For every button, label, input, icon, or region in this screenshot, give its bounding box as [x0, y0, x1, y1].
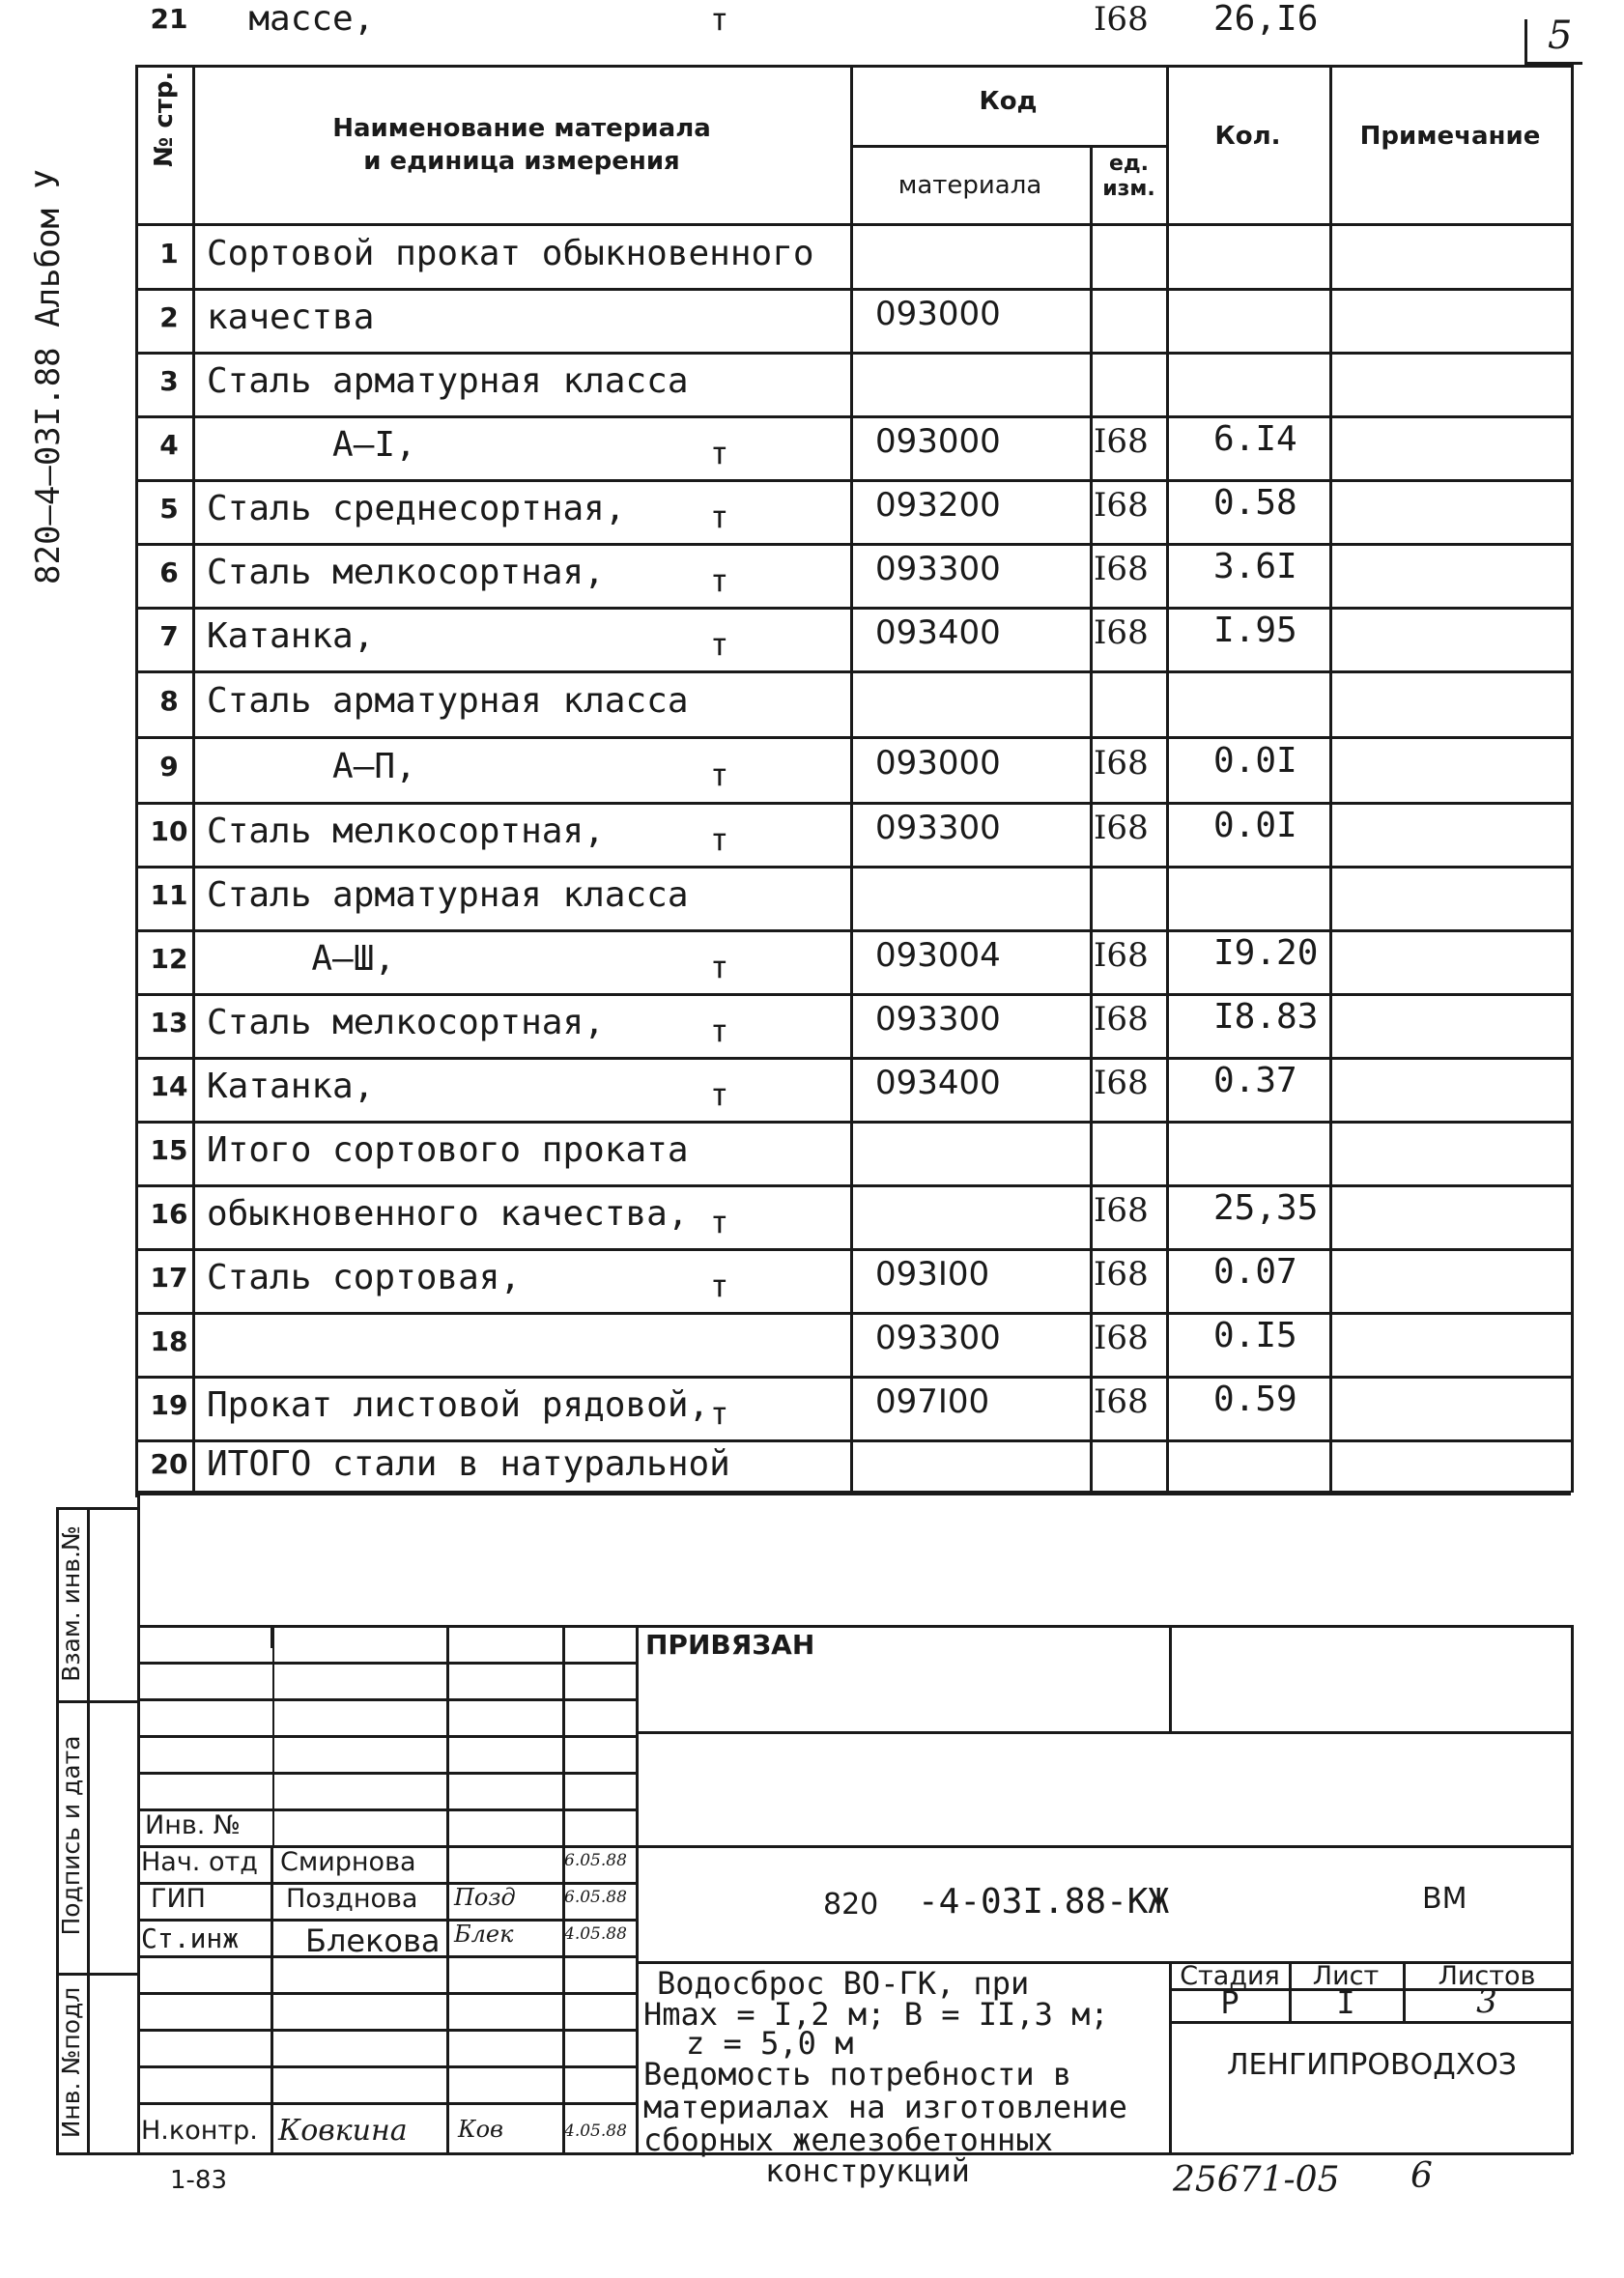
- unit-code: I68: [1094, 1255, 1149, 1294]
- unit-of-measure: т: [710, 1, 729, 38]
- quantity: I9.20: [1213, 933, 1319, 973]
- header-code: Код: [979, 87, 1038, 116]
- unit-code: I68: [1094, 1000, 1149, 1039]
- title-line: z = 5,0 м: [686, 2025, 854, 2062]
- label-vzam: Взам. инв.№: [57, 1525, 85, 1682]
- sheets-value: 3: [1476, 1982, 1497, 2021]
- row-number: 19: [150, 1389, 188, 1421]
- row-number: 14: [150, 1070, 188, 1102]
- row-divider: [135, 479, 1571, 482]
- row-divider: [135, 670, 1571, 673]
- title-line: Водосброс ВО-ГК, при: [657, 1965, 1030, 2002]
- unit-of-measure: т: [710, 626, 729, 663]
- row-number: 4: [159, 429, 179, 461]
- quantity: 26,I6: [1213, 0, 1319, 39]
- title-line: конструкций: [765, 2152, 970, 2189]
- material-name: Прокат листовой рядовой,: [207, 1385, 710, 1425]
- unit-of-measure: т: [710, 435, 729, 471]
- row-number: 11: [150, 879, 188, 911]
- header-name-line1: Наименование материала: [332, 114, 711, 143]
- quantity: 0.0I: [1213, 741, 1297, 781]
- signer-date: 4.05.88: [564, 1924, 627, 1944]
- signer-role: Н.контр.: [141, 2116, 258, 2146]
- unit-code: I68: [1094, 1382, 1149, 1421]
- signer-name: Ковкина: [278, 2114, 408, 2148]
- row-divider: [135, 1376, 1571, 1379]
- quantity: 6.I4: [1213, 419, 1297, 459]
- row-number: 18: [150, 1325, 188, 1357]
- row-divider: [135, 1184, 1571, 1187]
- signer-signature: Блек: [454, 1921, 514, 1948]
- material-name: качества: [207, 298, 375, 337]
- title-line: Ведомость потребности в: [643, 2056, 1072, 2093]
- signer-date: 4.05.88: [564, 2121, 627, 2141]
- header-note: Примечание: [1359, 122, 1541, 151]
- row-number: 13: [150, 1007, 188, 1039]
- row-divider: [135, 1439, 1571, 1442]
- material-code: 093300: [875, 1319, 1001, 1357]
- material-name: А–П,: [207, 747, 416, 786]
- row-divider: [135, 352, 1571, 355]
- signer-name: Смирнова: [280, 1847, 416, 1877]
- row-number: 15: [150, 1134, 188, 1166]
- org-name: ЛЕНГИПРОВОДХОЗ: [1226, 2048, 1518, 2082]
- material-name: Сталь мелкосортная,: [207, 812, 605, 851]
- material-name: А–I,: [207, 425, 416, 465]
- quantity: 25,35: [1213, 1188, 1319, 1228]
- row-number: 1: [159, 237, 179, 270]
- doc-suffix: ВМ: [1422, 1882, 1467, 1916]
- row-number: 20: [150, 1447, 188, 1480]
- unit-code: I68: [1094, 613, 1149, 652]
- material-code: 093000: [875, 295, 1001, 333]
- header-name-line2: и единица измерения: [363, 147, 680, 176]
- quantity: I.95: [1213, 611, 1297, 650]
- unit-of-measure: т: [710, 1204, 729, 1240]
- material-name: ИТОГО стали в натуральной: [207, 1443, 730, 1484]
- row-divider: [135, 1057, 1571, 1060]
- doc-code: -4-03I.88-КЖ: [918, 1882, 1170, 1922]
- label-podpis: Подпись и дата: [57, 1735, 85, 1936]
- signer-signature: Позд: [454, 1884, 516, 1911]
- quantity: 0.I5: [1213, 1316, 1297, 1355]
- material-code: 097I00: [875, 1382, 990, 1421]
- row-divider: [135, 543, 1571, 546]
- row-number: 8: [159, 685, 179, 717]
- material-code: 093I00: [875, 1255, 990, 1294]
- sheet-value: I: [1336, 1984, 1355, 2021]
- unit-code: I68: [1094, 550, 1149, 588]
- signer-signature: Ков: [458, 2116, 503, 2143]
- signer-date: 6.05.88: [564, 1851, 627, 1870]
- doc-code-prefix: 820: [823, 1888, 879, 1922]
- album-code: 820–4–03I.88 Альбом У: [29, 169, 68, 584]
- row-divider: [135, 1248, 1571, 1251]
- quantity: 0.0I: [1213, 806, 1297, 845]
- sheet-label: Лист: [1312, 1961, 1380, 1991]
- unit-of-measure: т: [710, 1267, 729, 1304]
- row-number: 10: [150, 815, 188, 847]
- unit-code: I68: [1094, 1319, 1149, 1357]
- material-name: Катанка,: [207, 1067, 375, 1106]
- privyazan-label: ПРИВЯЗАН: [645, 1629, 815, 1661]
- quantity: 0.37: [1213, 1061, 1297, 1100]
- inv-no-label: Инв. №: [145, 1810, 242, 1840]
- material-name: Итого сортового проката: [207, 1130, 689, 1170]
- unit-of-measure: т: [710, 562, 729, 599]
- unit-code: I68: [1094, 0, 1149, 39]
- material-code: 093400: [875, 1064, 1001, 1102]
- label-inv-podl: Инв. №подл: [57, 1986, 85, 2139]
- unit-code: I68: [1094, 1064, 1149, 1102]
- material-code: 093300: [875, 1000, 1001, 1039]
- signer-date: 6.05.88: [564, 1888, 627, 1907]
- material-name: массе,: [207, 0, 375, 39]
- row-divider: [135, 929, 1571, 932]
- unit-of-measure: т: [710, 949, 729, 985]
- material-name: обыкновенного качества,: [207, 1194, 689, 1234]
- stage-label: Стадия: [1180, 1961, 1280, 1991]
- quantity: 0.07: [1213, 1252, 1297, 1292]
- row-divider: [135, 415, 1571, 418]
- signer-name: Блекова: [305, 1922, 441, 1959]
- sheet-number-divider: [1524, 19, 1527, 64]
- row-divider: [135, 993, 1571, 996]
- row-divider: [135, 802, 1571, 805]
- unit-of-measure: т: [710, 821, 729, 858]
- header-unit-line1: ед.: [1108, 152, 1150, 176]
- quantity: 0.59: [1213, 1380, 1297, 1419]
- material-code: 093300: [875, 550, 1001, 588]
- title-line: сборных железобетонных: [643, 2121, 1053, 2158]
- material-name: Сталь сортовая,: [207, 1258, 522, 1297]
- archive-page: 6: [1410, 2156, 1433, 2196]
- unit-of-measure: т: [710, 1076, 729, 1113]
- unit-code: I68: [1094, 744, 1149, 783]
- material-name: Сталь арматурная класса: [207, 875, 689, 915]
- signer-role: Ст.инж: [141, 1922, 240, 1954]
- unit-code: I68: [1094, 486, 1149, 525]
- unit-code: I68: [1094, 936, 1149, 975]
- material-name: Сортовой прокат обыкновенного: [207, 233, 814, 273]
- row-number: 7: [159, 620, 179, 652]
- material-name: Сталь арматурная класса: [207, 361, 689, 401]
- row-number: 16: [150, 1198, 188, 1230]
- row-divider: [135, 288, 1571, 291]
- quantity: 0.58: [1213, 483, 1297, 523]
- unit-of-measure: т: [710, 1012, 729, 1049]
- header-qty: Кол.: [1214, 122, 1281, 151]
- title-line: материалах на изготовление: [643, 2089, 1127, 2125]
- sheets-label: Листов: [1438, 1961, 1536, 1991]
- signer-role: ГИП: [151, 1884, 206, 1914]
- material-name: Катанка,: [207, 616, 375, 656]
- row-number: 5: [159, 493, 179, 525]
- material-code: 093200: [875, 486, 1001, 525]
- unit-code: I68: [1094, 809, 1149, 847]
- stage-value: Р: [1220, 1984, 1239, 2021]
- unit-code: I68: [1094, 422, 1149, 461]
- title-line: Hmax = I,2 м; В = II,3 м;: [643, 1996, 1109, 2033]
- material-code: 093004: [875, 936, 1001, 975]
- unit-of-measure: т: [710, 1395, 729, 1432]
- row-number: 21: [150, 3, 188, 35]
- header-row-no: № стр.: [150, 71, 179, 167]
- row-number: 12: [150, 943, 188, 975]
- material-name: А–Ш,: [207, 939, 396, 979]
- material-code: 093400: [875, 613, 1001, 652]
- row-number: 2: [159, 301, 179, 333]
- row-divider: [135, 607, 1571, 610]
- material-name: Сталь арматурная класса: [207, 681, 689, 721]
- row-number: 9: [159, 751, 179, 783]
- unit-of-measure: т: [710, 756, 729, 793]
- material-name: Сталь среднесортная,: [207, 489, 626, 528]
- row-number: 17: [150, 1262, 188, 1294]
- signer-name: Позднова: [286, 1884, 418, 1914]
- material-code: 093300: [875, 809, 1001, 847]
- header-unit-line2: изм.: [1102, 177, 1155, 201]
- quantity: 3.6I: [1213, 547, 1297, 586]
- row-number: 3: [159, 365, 179, 397]
- row-divider: [135, 1312, 1571, 1315]
- material-code: 093000: [875, 744, 1001, 783]
- row-divider: [135, 866, 1571, 868]
- quantity: I8.83: [1213, 997, 1319, 1037]
- archive-number: 25671-05: [1173, 2160, 1340, 2200]
- row-divider: [135, 1121, 1571, 1124]
- row-divider: [135, 1493, 1571, 1495]
- row-number: 6: [159, 556, 179, 588]
- unit-of-measure: т: [710, 498, 729, 535]
- header-material: материала: [897, 171, 1042, 200]
- footer-left-code: 1-83: [170, 2166, 228, 2195]
- material-name: Сталь мелкосортная,: [207, 553, 605, 592]
- material-code: 093000: [875, 422, 1001, 461]
- row-divider: [135, 736, 1571, 739]
- signer-role: Нач. отд: [141, 1847, 258, 1877]
- sheet-number: 5: [1548, 14, 1573, 58]
- material-name: Сталь мелкосортная,: [207, 1003, 605, 1042]
- unit-code: I68: [1094, 1191, 1149, 1230]
